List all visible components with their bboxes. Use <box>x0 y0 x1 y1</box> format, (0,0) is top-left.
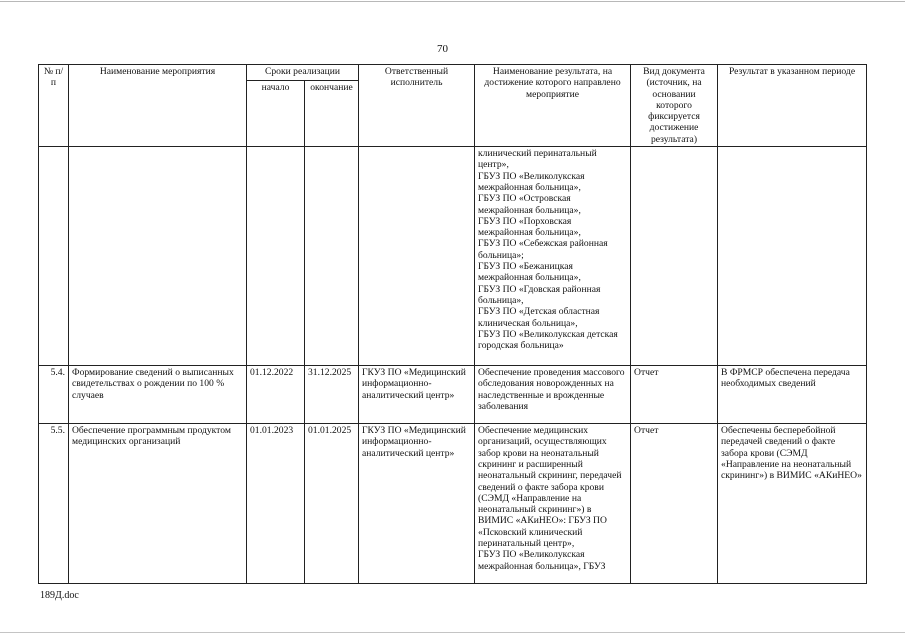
table-row <box>39 147 867 366</box>
header-end: окончание <box>305 80 359 147</box>
header-start: начало <box>247 80 305 147</box>
row-end <box>305 147 359 366</box>
page-number: 70 <box>437 43 448 55</box>
row-doc-type: Отчет <box>631 366 718 424</box>
header-executor: Ответственный исполнитель <box>359 65 475 147</box>
table-row <box>39 424 867 584</box>
row-executor: ГКУЗ ПО «Медицинский информационно-аналитический центр» <box>359 424 475 584</box>
scan-edge-top <box>0 1 905 2</box>
header-name: Наименование мероприятия <box>69 65 247 147</box>
row-result-name: Обеспечение проведения массового обследования новорожденных на наследственные и врожденные заболевания <box>475 366 631 424</box>
row-result-name: клинический перинатальный центр», ГБУЗ ПО «Великолукская межрайонная больница», ГБУЗ ПО «Островская межрайонная больница», ГБУЗ ПО «Порховская межрайонная больница», ГБУЗ ПО «Себежская районная больница»; ГБУЗ ПО «Бежаницкая межрайонная больница», ГБУЗ ПО «Гдовская районная больница», ГБУЗ ПО «Детская областная клиническая больница», ГБУЗ ПО «Великолукская детская городская больница» <box>475 147 631 366</box>
table-row <box>39 366 867 424</box>
measures-table <box>38 64 867 584</box>
header-terms: Сроки реализации <box>247 65 359 81</box>
header-doc-type: Вид документа (источник, на основании которого фиксируется достижение результата) <box>631 65 718 147</box>
row-name <box>69 147 247 366</box>
row-period-result: В ФРМСР обеспечена передача необходимых сведений <box>718 366 867 424</box>
row-end: 01.01.2025 <box>305 424 359 584</box>
row-num: 5.5. <box>39 424 69 584</box>
footer-document-name: 189Д.doc <box>40 590 79 601</box>
row-start <box>247 147 305 366</box>
row-executor: ГКУЗ ПО «Медицинский информационно-аналитический центр» <box>359 366 475 424</box>
scan-edge-bottom <box>0 632 905 633</box>
row-result-name: Обеспечение медицинских организаций, осуществляющих забор крови на неонатальный скрининг и расширенный неонатальный скрининг, передачей сведений о факте забора крови (СЭМД «Направление на неонатальный скрининг») в ВИМИС «АКиНЕО»: ГБУЗ ПО «Псковский клинический перинатальный центр», ГБУЗ ПО «Великолукская межрайонная больница», ГБУЗ <box>475 424 631 584</box>
header-period-result: Результат в указанном периоде <box>718 65 867 147</box>
row-name: Формирование сведений о выписанных свидетельствах о рождении по 100 % случаев <box>69 366 247 424</box>
row-num: 5.4. <box>39 366 69 424</box>
row-start: 01.12.2022 <box>247 366 305 424</box>
header-num: № п/п <box>39 65 69 147</box>
row-name: Обеспечение программным продуктом медицинских организаций <box>69 424 247 584</box>
row-period-result: Обеспечены бесперебойной передачей сведений о факте забора крови (СЭМД «Направление на неонатальный скрининг») в ВИМИС «АКиНЕО» <box>718 424 867 584</box>
header-result-name: Наименование результата, на достижение которого направлено мероприятие <box>475 65 631 147</box>
row-period-result <box>718 147 867 366</box>
row-doc-type: Отчет <box>631 424 718 584</box>
row-doc-type <box>631 147 718 366</box>
row-start: 01.01.2023 <box>247 424 305 584</box>
row-executor <box>359 147 475 366</box>
row-num <box>39 147 69 366</box>
row-end: 31.12.2025 <box>305 366 359 424</box>
table-header-row <box>39 65 867 81</box>
